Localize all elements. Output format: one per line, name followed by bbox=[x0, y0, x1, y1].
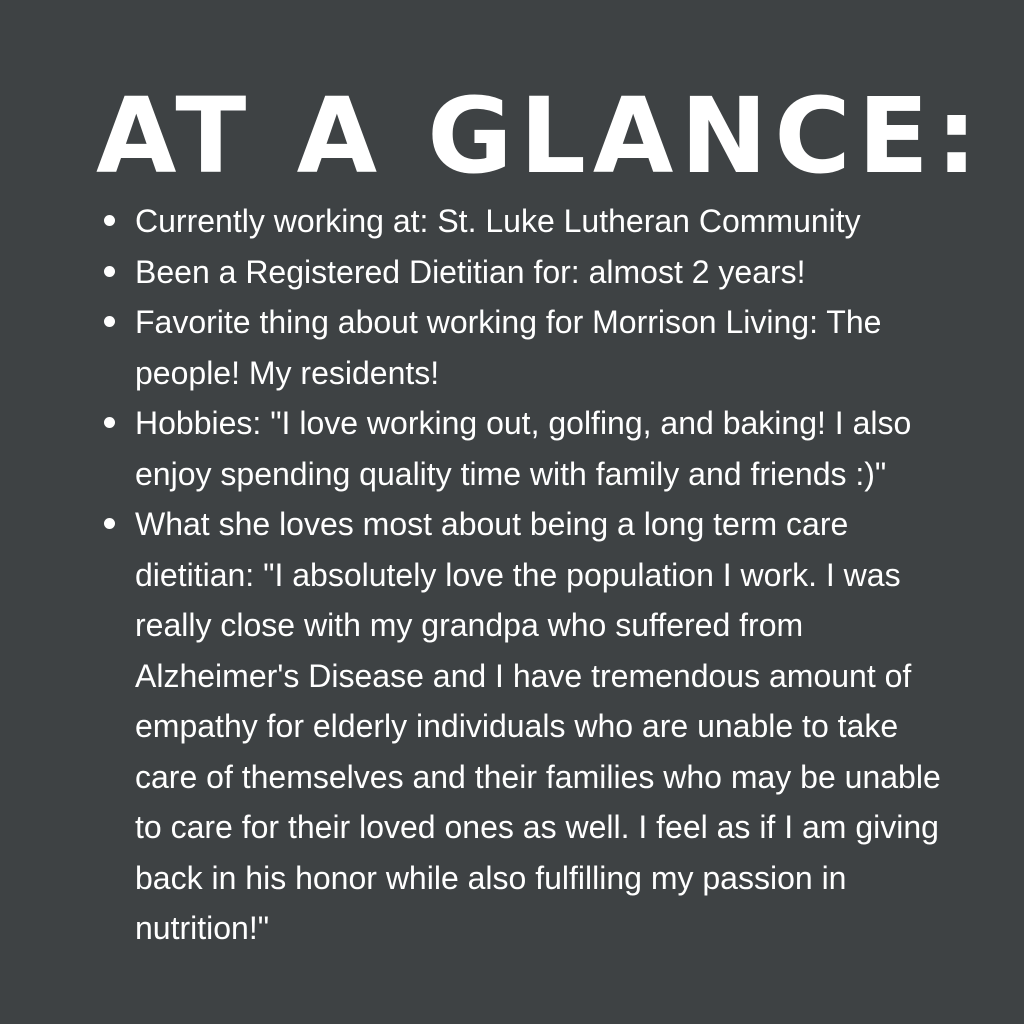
bullet-icon bbox=[104, 417, 115, 428]
fact-current-workplace bbox=[104, 196, 954, 247]
fact-what-she-loves bbox=[104, 499, 954, 954]
fact-favorite-thing bbox=[104, 297, 954, 398]
heading: AT A GLANCE: bbox=[96, 75, 985, 197]
fact-text: Hobbies: "I love working out, golfing, and baking! I also enjoy spending quality time with family and friends :)" bbox=[135, 405, 912, 492]
bullet-icon bbox=[104, 215, 115, 226]
fact-text: Been a Registered Dietitian for: almost 2 years! bbox=[135, 253, 806, 290]
bullet-icon bbox=[104, 316, 115, 327]
fact-text: Favorite thing about working for Morrison Living: The people! My residents! bbox=[135, 304, 882, 391]
facts-list bbox=[104, 196, 954, 954]
fact-text: What she loves most about being a long term care dietitian: "I absolutely love the population I work. I was really close with my grandpa who suffered from Alzheimer's Disease and I have tremendous amount of empathy for elderly individuals who are unable to take care of themselves and their families who may be unable to care for their loved ones as well. I feel as if I am giving back in his honor while also fulfilling my passion in nutrition!" bbox=[135, 506, 941, 946]
fact-hobbies bbox=[104, 398, 954, 499]
fact-text: Currently working at: St. Luke Lutheran Community bbox=[135, 203, 861, 239]
fact-years-as-dietitian bbox=[104, 247, 954, 298]
bullet-icon bbox=[104, 518, 115, 529]
bullet-icon bbox=[104, 266, 115, 277]
